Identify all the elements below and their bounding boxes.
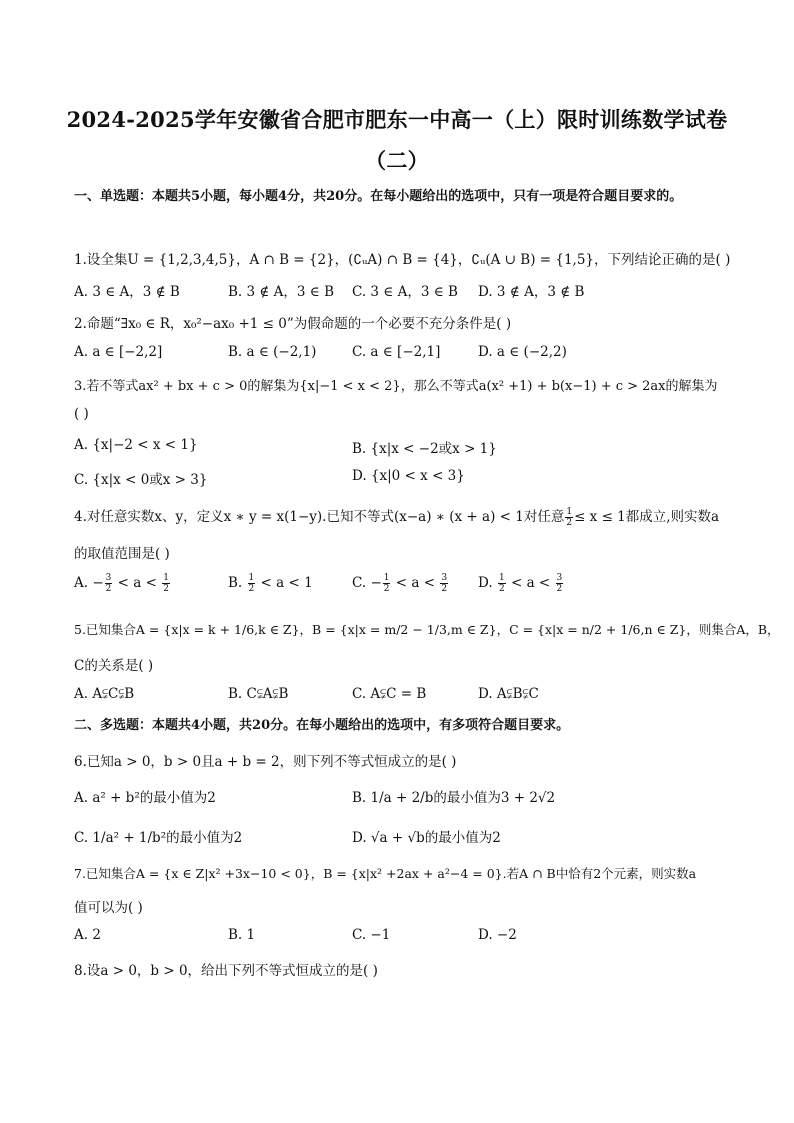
q4-option-d: D. $\frac{1}{2}$ < a < $\frac{3}{2}$ xyxy=(478,573,563,594)
fraction: $\frac{3}{2}$ xyxy=(441,573,448,594)
q4-stem-part1: 4.对任意实数x、y，定义x ∗ y = x(1−y).已知不等式(x−a) ∗ (x + a) < 1对任意 xyxy=(74,509,565,525)
fraction: $\frac{3}{2}$ xyxy=(105,573,112,594)
question-5-stem: 5.已知集合A = {x|x = k + 1/6,k ∈ Z}，B = {x|x = m/2 − 1/3,m ∈ Z}，C = {x|x = n/2 + 1/6,n ∈ Z}，则集合A，B， xyxy=(74,622,780,637)
question-3-stem: 3.若不等式ax² + bx + c > 0的解集为{x|−1 < x < 2}，那么不等式a(x² +1) + b(x−1) + c > 2ax的解集为 xyxy=(74,379,718,394)
question-8-stem: 8.设a > 0，b > 0，给出下列不等式恒成立的是( ) xyxy=(74,963,378,979)
question-4-stem-cont: 的取值范围是( ) xyxy=(74,546,170,562)
section-multiple-choice xyxy=(74,711,734,741)
q1-option-c: C. 3 ∈ A，3 ∈ B xyxy=(352,284,458,300)
fraction: $\frac{1}{2}$ xyxy=(383,573,390,594)
fraction: $\frac{1}{2}$ xyxy=(498,573,505,594)
question-7-stem-cont: 值可以为( ) xyxy=(74,900,143,916)
q3-option-b: B. {x|x < −2或x > 1} xyxy=(352,441,497,457)
question-6-stem: 6.已知a > 0，b > 0且a + b = 2，则下列不等式恒成立的是( ) xyxy=(74,754,457,770)
exam-title: 2024-2025学年安徽省合肥市肥东一中高一（上）限时训练数学试卷 xyxy=(66,107,728,132)
q2-option-b: B. a ∈ (−2,1) xyxy=(228,344,317,360)
section-description: 本题共4小题，共20分。在每小题给出的选项中，有多项符合题目要求。 xyxy=(152,718,570,733)
q2-option-c: C. a ∈ [−2,1] xyxy=(352,344,441,360)
q4-option-b: B. $\frac{1}{2}$ < a < 1 xyxy=(228,573,313,594)
q3-option-c: C. {x|x < 0或x > 3} xyxy=(74,472,208,488)
q4-option-c: C. − $\frac{1}{2}$ < a < $\frac{3}{2}$ xyxy=(352,573,448,594)
q6-option-a: A. a² + b²的最小值为2 xyxy=(74,790,216,806)
q7-option-c: C. −1 xyxy=(352,927,391,943)
fraction: $\frac{3}{2}$ xyxy=(556,573,563,594)
q5-option-a: A. A⫋C⫋B xyxy=(74,686,135,702)
q4-stem-part2: ≤ x ≤ 1都成立,则实数a xyxy=(574,509,720,525)
q1-option-b: B. 3 ∉ A，3 ∈ B xyxy=(228,284,335,300)
q7-option-a: A. 2 xyxy=(74,927,101,943)
q3-option-d: D. {x|0 < x < 3} xyxy=(352,468,465,484)
q1-option-a: A. 3 ∈ A，3 ∉ B xyxy=(74,284,180,300)
q7-option-b: B. 1 xyxy=(228,927,256,943)
q2-option-d: D. a ∈ (−2,2) xyxy=(478,344,567,360)
q5-option-b: B. C⫋A⫋B xyxy=(228,686,289,702)
q3-option-a: A. {x|−2 < x < 1} xyxy=(74,437,198,453)
section-heading: 二、多选题： xyxy=(74,718,153,733)
exam-title-part: （二） xyxy=(365,148,429,173)
q2-option-a: A. a ∈ [−2,2] xyxy=(74,344,163,360)
q6-option-b: B. 1/a + 2/b的最小值为3 + 2√2 xyxy=(352,790,556,806)
q7-option-d: D. −2 xyxy=(478,927,517,943)
question-2-stem: 2.命题“∃x₀ ∈ R，x₀²−ax₀ +1 ≤ 0”为假命题的一个必要不充分条件是( ) xyxy=(74,316,512,332)
question-4-stem xyxy=(74,505,719,528)
q6-option-c: C. 1/a² + 1/b²的最小值为2 xyxy=(74,830,243,846)
q1-option-d: D. 3 ∉ A，3 ∉ B xyxy=(478,284,585,300)
q5-option-d: D. A⫋B⫋C xyxy=(478,686,539,702)
section-single-choice xyxy=(74,182,734,212)
fraction: $\frac{1}{2}$ xyxy=(248,573,255,594)
question-5-stem-cont: C的关系是( ) xyxy=(74,658,154,674)
q5-option-c: C. A⫋C = B xyxy=(352,686,427,702)
question-3-stem-cont: ( ) xyxy=(74,406,89,422)
question-7-stem: 7.已知集合A = {x ∈ Z|x² +3x−10 < 0}，B = {x|x² +2ax + a²−4 = 0}.若A ∩ B中恰有2个元素，则实数a xyxy=(74,866,697,881)
question-1-stem: 1.设全集U = {1,2,3,4,5}，A ∩ B = {2}，(∁ᵤA) ∩ B = {4}，∁ᵤ(A ∪ B) = {1,5}，下列结论正确的是( ) xyxy=(74,252,731,268)
section-heading: 一、单选题： xyxy=(74,189,153,204)
section-description: 本题共5小题，每小题4分，共20分。在每小题给出的选项中，只有一项是符合题目要求的。 xyxy=(152,189,683,204)
fraction: $\frac{1}{2}$ xyxy=(163,573,169,594)
fraction: $\frac{1}{2}$ xyxy=(566,507,573,528)
q4-option-a: A. − $\frac{3}{2}$ < a < $\frac{1}{2}$ xyxy=(74,573,169,594)
q6-option-d: D. √a + √b的最小值为2 xyxy=(352,830,501,846)
